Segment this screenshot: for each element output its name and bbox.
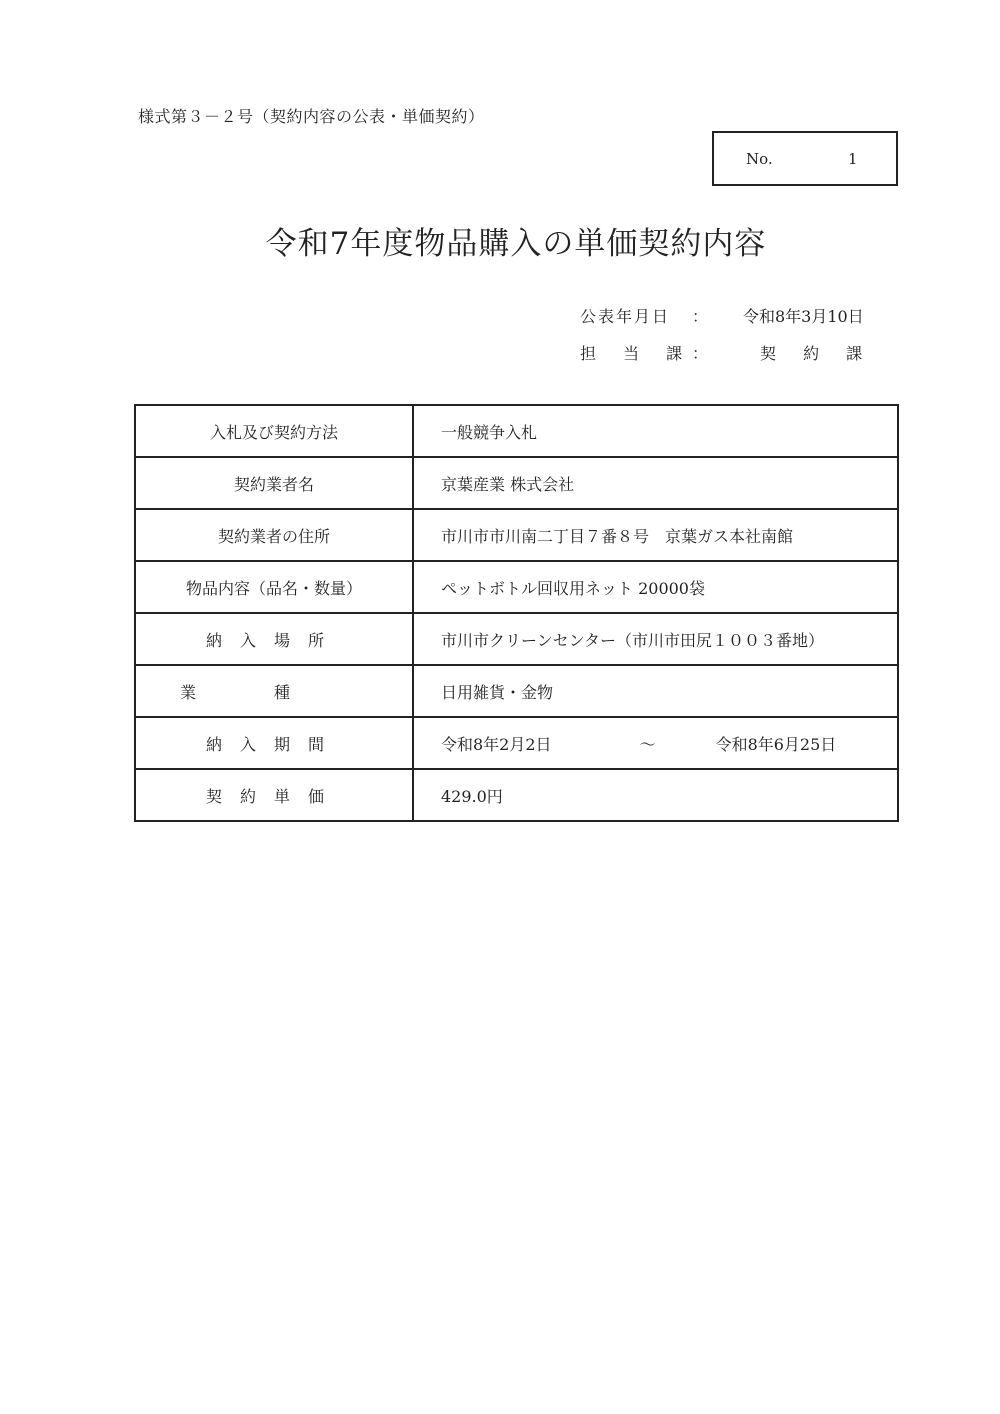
row-value-delivery-period — [413, 717, 898, 769]
table-row — [135, 665, 898, 717]
table-row — [135, 405, 898, 457]
form-code: 様式第３－２号（契約内容の公表・単価契約） — [138, 107, 485, 126]
row-value-delivery-place: 市川市クリーンセンター（市川市田尻１００３番地） — [413, 613, 898, 665]
publish-date-row — [580, 304, 900, 326]
row-value-address: 市川市市川南二丁目７番８号 京葉ガス本社南館 — [413, 509, 898, 561]
department-row — [580, 341, 900, 363]
contract-info-table — [134, 404, 899, 822]
table-row — [135, 509, 898, 561]
table-row — [135, 457, 898, 509]
document-title: 令和7年度物品購入の単価契約内容 — [265, 226, 767, 262]
number-value: 1 — [848, 150, 858, 168]
department-value: 契 約 課 — [760, 344, 863, 363]
row-label-delivery-place: 納入場所 — [135, 613, 413, 665]
row-label-address: 契約業者の住所 — [135, 509, 413, 561]
table-row — [135, 613, 898, 665]
period-end: 令和8年6月25日 — [715, 734, 837, 754]
row-label-industry: 業種 — [135, 665, 413, 717]
row-label-unit-price: 契約単価 — [135, 769, 413, 821]
table-row — [135, 717, 898, 769]
table-row — [135, 561, 898, 613]
publish-date-label: 公表年月日 — [580, 307, 671, 326]
row-label-contractor: 契約業者名 — [135, 457, 413, 509]
period-separator: ～ — [639, 734, 656, 754]
row-value-method: 一般競争入札 — [413, 405, 898, 457]
department-colon: ： — [692, 344, 709, 363]
row-value-contractor: 京葉産業 株式会社 — [413, 457, 898, 509]
table-row — [135, 769, 898, 821]
row-label-delivery-period: 納入期間 — [135, 717, 413, 769]
row-value-unit-price: 429.0円 — [413, 769, 898, 821]
number-box — [712, 131, 898, 186]
row-label-goods: 物品内容（品名・数量） — [135, 561, 413, 613]
department-label: 担 当 課 — [580, 344, 683, 363]
period-start: 令和8年2月2日 — [441, 734, 552, 754]
publish-date-value: 令和8年3月10日 — [743, 307, 864, 326]
publish-date-colon: ： — [692, 307, 709, 326]
row-value-goods: ペットボトル回収用ネット 20000袋 — [413, 561, 898, 613]
row-value-industry: 日用雑貨・金物 — [413, 665, 898, 717]
number-label: No. — [746, 150, 773, 168]
row-label-method: 入札及び契約方法 — [135, 405, 413, 457]
